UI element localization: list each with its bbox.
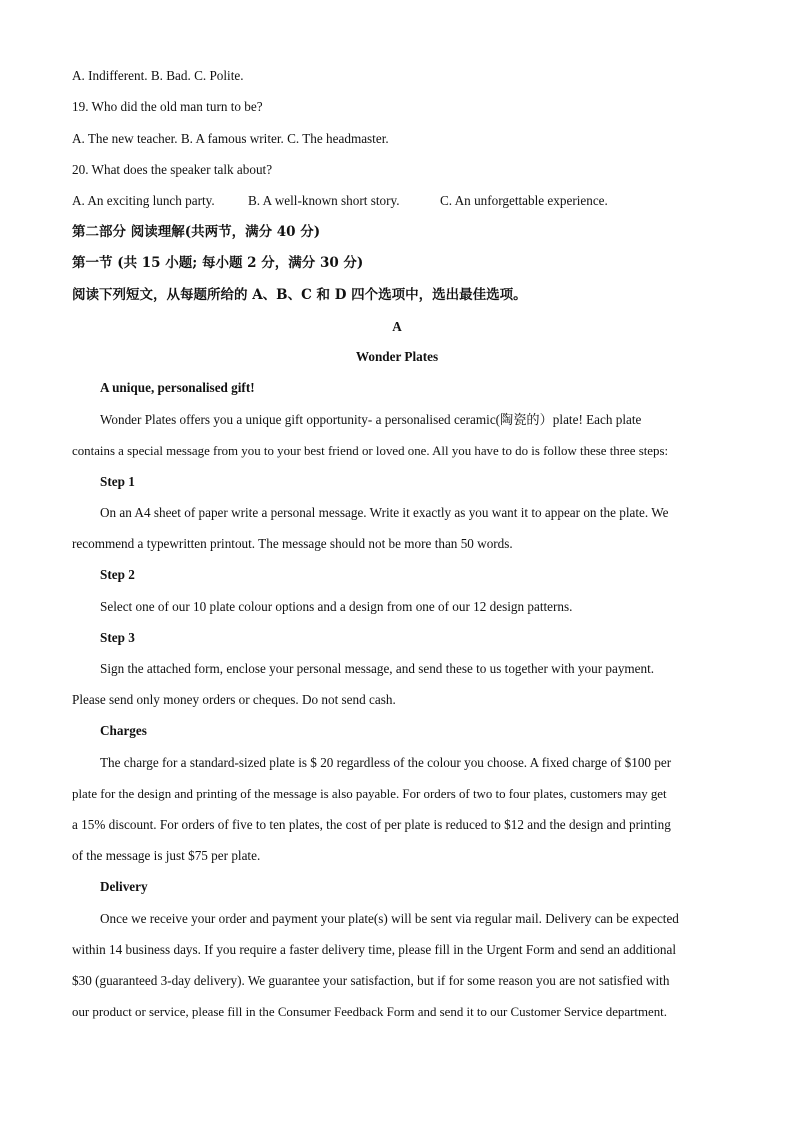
instruction: 阅读下列短文，从每题所给的 A、B、C 和 D 四个选项中，选出最佳选项。: [72, 287, 527, 303]
charges-line-3: a 15% discount. For orders of five to ten plates, the cost of per plate is reduced to $12 and the design and printing: [72, 817, 671, 832]
intro-line-1: Wonder Plates offers you a unique gift opportunity- a personalised ceramic(陶瓷的）plate! Each plate: [100, 412, 642, 427]
charges-line-2: plate for the design and printing of the message is also payable. For orders of two to four plates, customers may get: [72, 787, 667, 801]
delivery-heading: Delivery: [100, 879, 148, 894]
delivery-line-4: our product or service, please fill in the Consumer Feedback Form and send it to our Customer Service department.: [72, 1005, 667, 1019]
delivery-line-3: $30 (guaranteed 3-day delivery). We guarantee your satisfaction, but if for some reason you are not satisfied with: [72, 973, 670, 988]
step1-heading: Step 1: [100, 474, 135, 489]
passage-title: Wonder Plates: [355, 349, 439, 364]
subtitle: A unique, personalised gift!: [100, 380, 255, 395]
q20-option-b: B. A well-known short story.: [248, 193, 400, 208]
q20-option-c: C. An unforgettable experience.: [440, 193, 608, 208]
step3-line-1: Sign the attached form, enclose your personal message, and send these to us together with your payment.: [100, 661, 655, 676]
step2-line-1: Select one of our 10 plate colour options and a design from one of our 12 design patterns.: [100, 599, 573, 614]
passage-letter: A: [392, 319, 402, 334]
question-20: 20. What does the speaker talk about?: [72, 162, 273, 177]
delivery-line-1: Once we receive your order and payment your plate(s) will be sent via regular mail. Delivery can be expected: [100, 911, 679, 926]
part2-heading: 第二部分 阅读理解(共两节，满分 40 分): [72, 224, 321, 240]
charges-heading: Charges: [100, 723, 147, 738]
q18-options: A. Indifferent. B. Bad. C. Polite.: [72, 68, 244, 83]
delivery-line-2: within 14 business days. If you require a faster delivery time, please fill in the Urgent Form and send an additional: [72, 942, 677, 957]
intro-line-2: contains a special message from you to your best friend or loved one. All you have to do is follow these three steps:: [72, 444, 669, 458]
step1-line-2: recommend a typewritten printout. The message should not be more than 50 words.: [72, 536, 513, 551]
step1-line-1: On an A4 sheet of paper write a personal message. Write it exactly as you want it to appear on the plate. We: [100, 505, 669, 520]
q20-option-a: A. An exciting lunch party.: [72, 193, 215, 208]
section1-heading: 第一节 (共 15 小题; 每小题 2 分，满分 30 分): [72, 255, 364, 271]
step3-line-2: Please send only money orders or cheques. Do not send cash.: [72, 692, 396, 707]
step2-heading: Step 2: [100, 567, 135, 582]
q19-options: A. The new teacher. B. A famous writer. C. The headmaster.: [72, 131, 389, 146]
q20-options: [72, 192, 608, 210]
charges-line-1: The charge for a standard-sized plate is $ 20 regardless of the colour you choose. A fixed charge of $100 per: [100, 755, 672, 770]
charges-line-4: of the message is just $75 per plate.: [72, 848, 261, 863]
question-19: 19. Who did the old man turn to be?: [72, 99, 263, 114]
step3-heading: Step 3: [100, 630, 135, 645]
